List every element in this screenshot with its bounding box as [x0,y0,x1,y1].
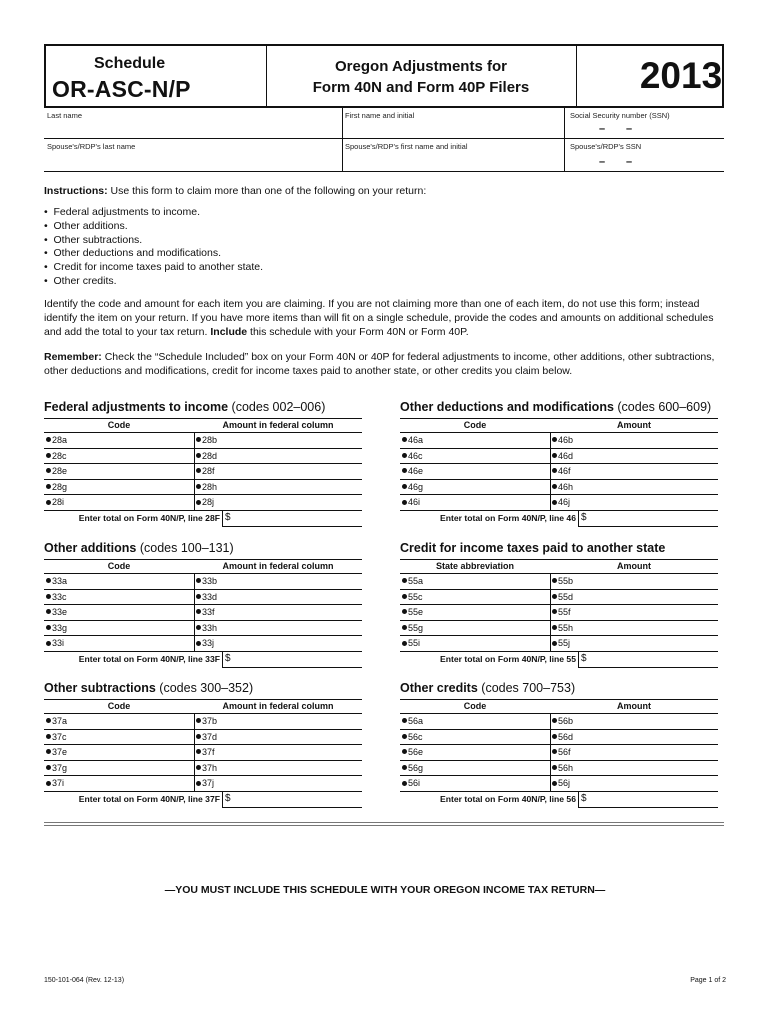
bullet-item: • Other additions. [44,219,128,232]
line-label: 28h [202,481,218,492]
table-row [44,448,362,464]
entry-field-37b[interactable] [196,714,360,729]
table-row [44,479,362,495]
column-header-amount: Amount [617,420,651,430]
line-label: 46i [408,497,421,508]
total-amount-field[interactable]: $ [225,653,231,664]
required-dot-icon [552,453,557,458]
entry-field-55e[interactable] [402,605,548,620]
entry-field-56c[interactable] [402,730,548,745]
required-dot-icon [196,468,201,473]
entry-field-33a[interactable] [46,574,192,589]
required-dot-icon [402,609,407,614]
line-label: 55b [558,576,574,586]
line-label: 37e [52,747,68,758]
table-row [44,573,362,589]
required-dot-icon [196,484,201,489]
entry-field-46h[interactable] [552,480,716,495]
line-label: 46a [408,435,424,445]
tax-year: 2013 [639,55,723,96]
entry-field-55a[interactable] [402,574,548,589]
instructions-paragraph: Identify the code and amount for each item you are claiming. If you are not claiming more than one of each item, do not use this form; instead identify the item on your return. If you have more items than will fit on a single schedule, provide the codes and amounts on additional schedules and add the total to your tax return. Include this schedule with your Form 40N or Form 40P. [44,298,714,338]
total-amount-field[interactable]: $ [581,793,587,804]
table-row [400,604,718,620]
required-dot-icon [552,625,557,630]
required-dot-icon [402,718,407,723]
line-label: 28j [202,497,215,508]
taxpayer-info-grid [44,108,724,172]
required-dot-icon [402,765,407,770]
entry-field-28i[interactable] [46,495,192,510]
line-label: 37a [52,716,68,726]
line-label: 33b [202,576,218,586]
line-label: 37d [202,731,218,742]
line-label: 33i [52,638,65,649]
required-dot-icon [402,468,407,473]
entry-field-28f[interactable] [196,464,360,479]
line-label: 37b [202,716,218,726]
column-header-amount: Amount [617,701,651,711]
column-header-amount: Amount [617,561,651,571]
entry-field-56f[interactable] [552,745,716,760]
section-table [400,699,718,810]
section-table [44,699,362,810]
form-id: OR-ASC-N/P [52,76,191,102]
ssn-dash-2: – [626,123,633,135]
entry-field-28d[interactable] [196,449,360,464]
entry-field-37a[interactable] [46,714,192,729]
required-dot-icon [46,578,51,583]
required-dot-icon [196,594,201,599]
table-row [44,760,362,776]
required-dot-icon [402,625,407,630]
total-amount-field[interactable]: $ [225,793,231,804]
required-dot-icon [402,594,407,599]
entry-field-33g[interactable] [46,621,192,636]
total-instruction: Enter total on Form 40N/P, line 55 [440,654,576,664]
required-dot-icon [552,765,557,770]
required-dot-icon [196,765,201,770]
entry-field-33i[interactable] [46,636,192,651]
total-instruction: Enter total on Form 40N/P, line 46 [440,513,576,523]
required-dot-icon [46,749,51,754]
entry-field-46g[interactable] [402,480,548,495]
first-name-label: First name and initial [345,111,415,120]
bullet-item: • Federal adjustments to income. [44,206,201,218]
entry-field-37e[interactable] [46,745,192,760]
table-row [400,589,718,605]
section-deductions [400,400,724,530]
required-dot-icon [46,437,51,442]
ssn-label: Social Security number (SSN) [570,111,670,120]
entry-field-55i[interactable] [402,636,548,651]
required-dot-icon [196,734,201,739]
required-dot-icon [196,578,201,583]
entry-field-46e[interactable] [402,464,548,479]
bullet-item: • Credit for income taxes paid to another state. [44,261,264,274]
line-label: 46d [558,450,574,461]
line-label: 33g [52,622,68,633]
section-title: Federal adjustments to income (codes 002–006) [44,400,326,414]
total-amount-field[interactable]: $ [225,512,231,523]
required-dot-icon [46,453,51,458]
required-dot-icon [402,437,407,442]
required-dot-icon [552,609,557,614]
table-row [400,775,718,791]
table-row [44,604,362,620]
required-dot-icon [552,734,557,739]
required-dot-icon [46,594,51,599]
table-row [400,448,718,464]
table-row [44,494,362,510]
section-federal [44,400,368,530]
table-row [400,760,718,776]
required-dot-icon [552,641,557,646]
line-label: 28i [52,497,65,508]
total-instruction: Enter total on Form 40N/P, line 37F [78,794,220,804]
required-dot-icon [552,578,557,583]
entry-field-37i[interactable] [46,776,192,791]
required-dot-icon [402,749,407,754]
bullet-item: • Other deductions and modifications. [44,247,222,260]
table-row [44,729,362,745]
table-row [400,713,718,729]
line-label: 56i [408,778,421,789]
column-header-code: State abbreviation [435,561,515,571]
entry-field-46a[interactable] [402,433,548,448]
spouse-ssn-dash-1: – [599,156,606,168]
required-dot-icon [196,500,201,505]
entry-field-55c[interactable] [402,590,548,605]
line-label: 55j [558,638,571,649]
line-label: 28d [202,450,218,461]
entry-field-37c[interactable] [46,730,192,745]
instructions-label: Instructions: [44,185,108,197]
table-row [400,729,718,745]
required-dot-icon [196,609,201,614]
required-dot-icon [196,625,201,630]
line-label: 33j [202,638,215,649]
table-row [44,775,362,791]
line-label: 56b [558,716,574,726]
table-row [44,463,362,479]
line-label: 46e [408,466,424,477]
line-label: 28a [52,435,68,445]
required-dot-icon [46,765,51,770]
required-dot-icon [196,749,201,754]
line-label: 56c [408,731,423,742]
line-label: 33a [52,576,68,586]
entry-field-56i[interactable] [402,776,548,791]
entry-field-28j[interactable] [196,495,360,510]
table-row [44,620,362,636]
divider [44,825,724,826]
line-label: 28b [202,435,218,445]
required-dot-icon [196,718,201,723]
title-box [266,46,577,106]
line-label: 28e [52,466,68,477]
required-dot-icon [402,734,407,739]
required-dot-icon [46,734,51,739]
entry-field-56j[interactable] [552,776,716,791]
form-header [44,44,724,108]
required-dot-icon [552,500,557,505]
required-dot-icon [402,578,407,583]
entry-field-28h[interactable] [196,480,360,495]
entry-field-33c[interactable] [46,590,192,605]
section-title: Other deductions and modifications (codes 600–609) [400,400,712,414]
line-label: 55a [408,576,424,586]
required-dot-icon [402,453,407,458]
required-dot-icon [402,641,407,646]
entry-field-46d[interactable] [552,449,716,464]
entry-field-33j[interactable] [196,636,360,651]
entry-field-28a[interactable] [46,433,192,448]
line-label: 28c [52,450,67,461]
line-label: 33d [202,591,218,602]
section-credits [400,681,724,811]
required-dot-icon [552,468,557,473]
entry-field-46i[interactable] [402,495,548,510]
line-label: 46f [558,466,571,477]
form-title-line1: Oregon Adjustments for [335,58,507,75]
required-dot-icon [552,781,557,786]
table-row [44,635,362,651]
table-row [44,589,362,605]
line-label: 55d [558,591,574,602]
table-row [44,713,362,729]
schedule-box [46,46,267,106]
line-label: 28f [202,466,215,477]
required-dot-icon [46,500,51,505]
line-label: 55f [558,607,571,618]
entry-field-37j[interactable] [196,776,360,791]
line-label: 55i [408,638,421,649]
line-label: 33c [52,591,67,602]
entry-field-33f[interactable] [196,605,360,620]
entry-field-33h[interactable] [196,621,360,636]
entry-field-28e[interactable] [46,464,192,479]
line-label: 46g [408,481,424,492]
column-header-amount: Amount in federal column [222,420,334,430]
line-label: 56f [558,747,571,758]
section-title: Credit for income taxes paid to another state [400,541,666,555]
entry-field-55d[interactable] [552,590,716,605]
required-dot-icon [46,468,51,473]
line-label: 33h [202,622,218,633]
line-label: 33e [52,607,68,618]
spouse-ssn-dash-2: – [626,156,633,168]
entry-field-56d[interactable] [552,730,716,745]
column-header-code: Code [107,561,131,571]
remember-paragraph: Remember: Check the “Schedule Included” box on your Form 40N or 40P for federal adjustments to income, other additions, other subtractions, other deductions and modifications, credit for income taxes paid to another state, or other credits you claim below. [44,351,715,377]
section-table [400,559,718,670]
bullet-item: • Other subtractions. [44,233,143,246]
line-label: 55c [408,591,423,602]
section-title: Other subtractions (codes 300–352) [44,681,254,695]
entry-field-56e[interactable] [402,745,548,760]
table-row [400,620,718,636]
total-amount-field[interactable]: $ [581,512,587,523]
required-dot-icon [196,641,201,646]
table-row [400,479,718,495]
section-title: Other credits (codes 700–753) [400,681,576,695]
spouse-ssn-label: Spouse's/RDP's SSN [570,142,642,151]
entry-field-56g[interactable] [402,761,548,776]
column-header-amount: Amount in federal column [222,701,334,711]
instructions-intro [44,184,724,198]
line-label: 37f [202,747,215,758]
entry-field-55f[interactable] [552,605,716,620]
required-dot-icon [46,484,51,489]
line-label: 37c [52,731,67,742]
form-number: 150-101-064 (Rev. 12-13) [44,977,125,984]
column-header-code: Code [463,701,487,711]
line-label: 46c [408,450,423,461]
entry-field-46f[interactable] [552,464,716,479]
instructions-intro-text: Use this form to claim more than one of the following on your return: [107,185,427,197]
entry-field-37g[interactable] [46,761,192,776]
required-dot-icon [196,781,201,786]
line-label: 46h [558,481,574,492]
section-table [44,559,362,670]
entry-field-28c[interactable] [46,449,192,464]
total-instruction: Enter total on Form 40N/P, line 28F [78,513,220,523]
line-label: 37j [202,778,215,789]
entry-field-28b[interactable] [196,433,360,448]
required-dot-icon [552,749,557,754]
required-dot-icon [46,609,51,614]
remember-label: Remember: [44,351,102,363]
line-label: 56g [408,762,424,773]
total-amount-field[interactable]: $ [581,653,587,664]
bullet-item: • Other credits. [44,274,117,287]
line-label: 56j [558,778,571,789]
entry-field-28g[interactable] [46,480,192,495]
entry-field-46j[interactable] [552,495,716,510]
required-dot-icon [196,453,201,458]
instructions-bullets [44,206,724,289]
line-label: 37h [202,762,218,773]
entry-field-56a[interactable] [402,714,548,729]
entry-field-37d[interactable] [196,730,360,745]
line-label: 55g [408,622,424,633]
required-dot-icon [46,781,51,786]
required-dot-icon [196,437,201,442]
section-subtractions [44,681,368,811]
entry-field-55g[interactable] [402,621,548,636]
must-include-notice: —YOU MUST INCLUDE THIS SCHEDULE WITH YOUR OREGON INCOME TAX RETURN— [164,884,606,896]
total-instruction: Enter total on Form 40N/P, line 33F [78,654,220,664]
spouse-last-name-label: Spouse's/RDP's last name [47,142,136,151]
entry-field-46b[interactable] [552,433,716,448]
line-label: 37i [52,778,65,789]
table-row [400,635,718,651]
required-dot-icon [552,437,557,442]
spouse-first-name-label: Spouse's/RDP's first name and initial [345,142,468,151]
line-label: 37g [52,762,68,773]
required-dot-icon [46,641,51,646]
required-dot-icon [402,484,407,489]
divider [44,822,724,823]
table-row [400,494,718,510]
entry-field-33d[interactable] [196,590,360,605]
section-credit_state [400,541,724,671]
entry-field-37f[interactable] [196,745,360,760]
line-label: 56e [408,747,424,758]
column-header-code: Code [107,701,131,711]
required-dot-icon [552,594,557,599]
total-instruction: Enter total on Form 40N/P, line 56 [440,794,576,804]
form-title-line2: Form 40N and Form 40P Filers [312,79,530,96]
line-label: 55h [558,622,574,633]
required-dot-icon [46,718,51,723]
entry-field-56b[interactable] [552,714,716,729]
column-header-code: Code [463,420,487,430]
entry-field-55b[interactable] [552,574,716,589]
entry-field-55h[interactable] [552,621,716,636]
entry-field-56h[interactable] [552,761,716,776]
column-header-amount: Amount in federal column [222,561,334,571]
line-label: 55e [408,607,424,618]
section-title: Other additions (codes 100–131) [44,541,234,555]
table-row [400,463,718,479]
column-header-code: Code [107,420,131,430]
schedule-word: Schedule [94,55,166,72]
table-row [44,744,362,760]
entry-field-55j[interactable] [552,636,716,651]
required-dot-icon [552,718,557,723]
section-table [44,418,362,529]
table-row [44,432,362,448]
section-additions [44,541,368,671]
section-table [400,418,718,529]
page-number: Page 1 of 2 [690,977,726,984]
line-label: 33f [202,607,215,618]
line-label: 56d [558,731,574,742]
entry-field-33e[interactable] [46,605,192,620]
line-label: 46j [558,497,571,508]
line-label: 46b [558,435,574,445]
last-name-label: Last name [47,111,83,120]
required-dot-icon [552,484,557,489]
required-dot-icon [402,500,407,505]
line-label: 56h [558,762,574,773]
table-row [400,573,718,589]
ssn-dash-1: – [599,123,606,135]
required-dot-icon [402,781,407,786]
table-row [400,432,718,448]
table-row [400,744,718,760]
required-dot-icon [46,625,51,630]
entry-field-46c[interactable] [402,449,548,464]
line-label: 28g [52,481,68,492]
entry-field-37h[interactable] [196,761,360,776]
line-label: 56a [408,716,424,726]
entry-field-33b[interactable] [196,574,360,589]
